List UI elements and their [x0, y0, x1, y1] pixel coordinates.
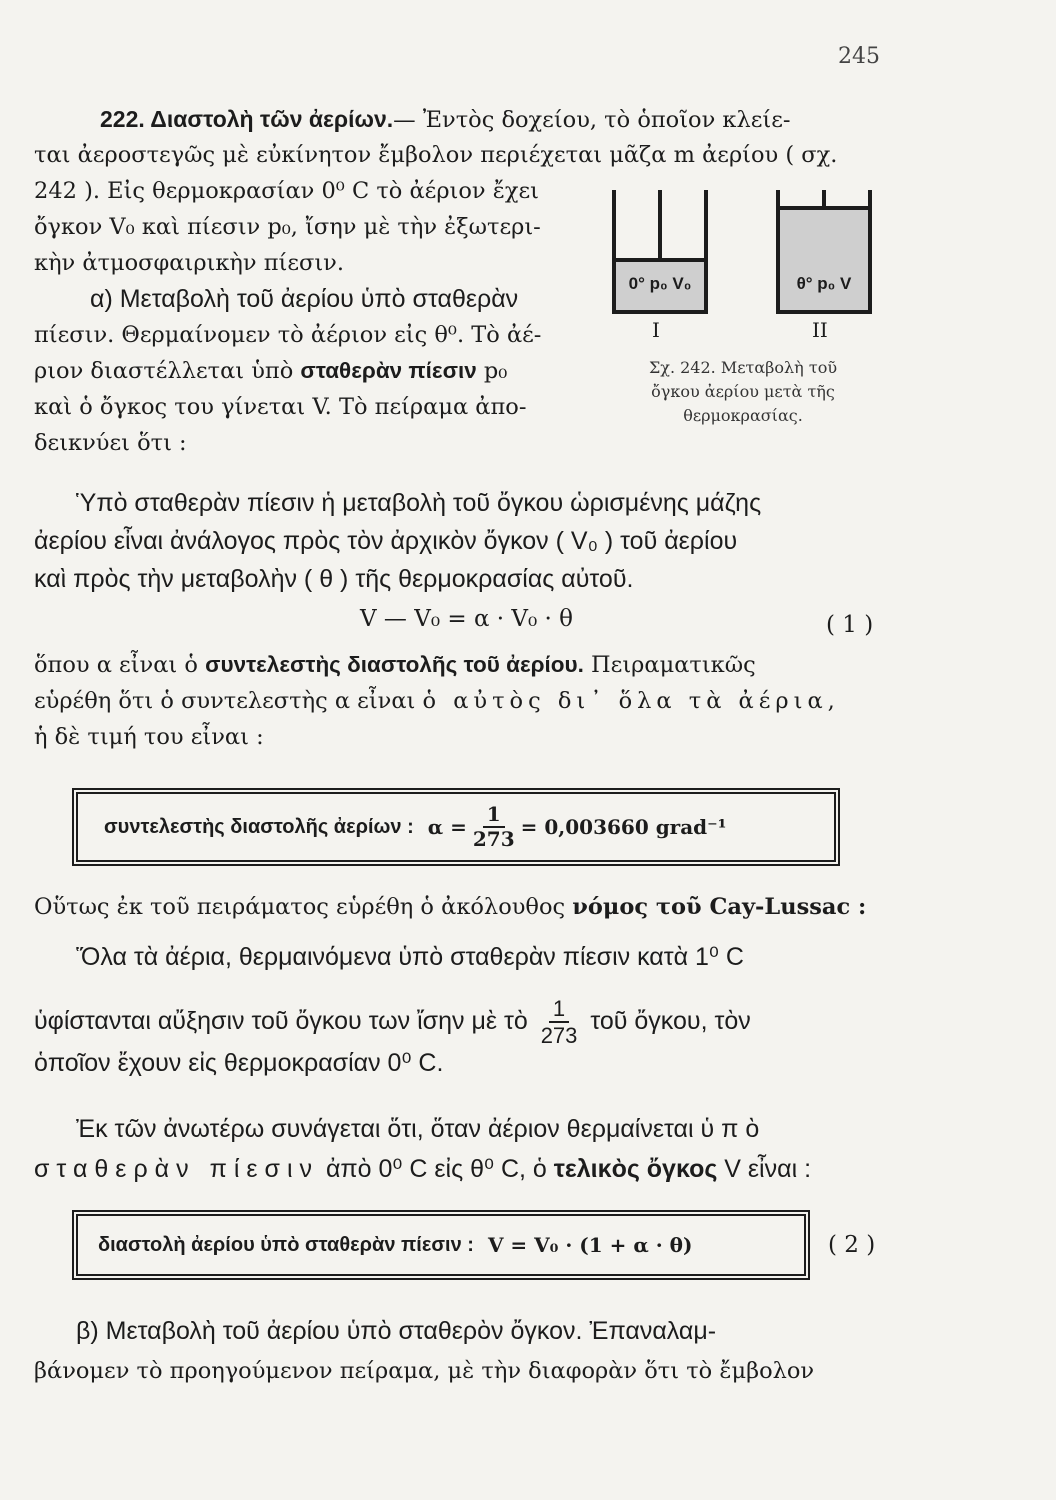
section-a-line-3: ριον διαστέλλεται ὑπὸ σταθερὰν πίεσιν p₀ — [34, 358, 508, 384]
cylinder-i-label: 0° p₀ V₀ — [628, 274, 692, 293]
cylinder-i — [612, 190, 708, 314]
fraction-1-273: $\frac{1}{273}$ — [472, 802, 515, 851]
cylinder-ii-label: θ° p₀ V — [796, 274, 852, 293]
coefficient-term: συντελεστὴς διαστολῆς τοῦ ἀερίου. — [205, 652, 584, 677]
section-a-title: α) Μεταβολὴ τοῦ ἀερίου ὑπὸ σταθερὰν — [90, 285, 519, 313]
coefficient-box — [76, 792, 836, 862]
expansion-formula: V = V₀ · (1 + α · θ) — [487, 1233, 693, 1257]
section-a-line-5: δεικνύει ὅτι : — [34, 430, 187, 456]
section-heading: 222. Διαστολὴ τῶν ἀερίων. — [100, 106, 394, 132]
gas-ii — [780, 208, 868, 310]
equation-2-number: ( 2 ) — [828, 1232, 876, 1258]
piston-rod-ii — [822, 190, 826, 206]
paragraph-222-line-3: 242 ). Εἰς θερμοκρασίαν 0⁰ C τὸ ἀέριον ἔχει — [34, 178, 539, 204]
figure-label-ii: II — [812, 318, 828, 342]
figure-242 — [612, 190, 874, 450]
constant-pressure-bold: σταθερὰν πίεσιν — [300, 358, 477, 383]
same-for-all-gases: ὁ αὐτὸς δι᾽ ὅλα τὰ ἀέρια, — [422, 688, 840, 714]
cay-lussac-intro: Οὕτως ἐκ τοῦ πειράματος εὑρέθη ὁ ἀκόλουθος νόμος τοῦ Cay-Lussac : — [34, 894, 867, 920]
law-line-3: καὶ πρὸς τὴν μεταβολὴν ( θ ) τῆς θερμοκρασίας αὐτοῦ. — [34, 565, 634, 593]
fraction-1-273-inline: $\frac{1}{273}$ — [540, 996, 578, 1049]
cay-lussac-line-3: ὁποῖον ἔχουν εἰς θερμοκρασίαν 0⁰ C. — [34, 1049, 444, 1077]
equation-1: V — V₀ = α · V₀ · θ — [360, 606, 574, 632]
section-a-line-4: καὶ ὁ ὄγκος του γίνεται V. Τὸ πείραμα ἀπο- — [34, 394, 527, 420]
paragraph-222-line-4: ὄγκον V₀ καὶ πίεσιν p₀, ἴσην μὲ τὴν ἐξωτερι- — [34, 214, 541, 240]
figure-caption: Σχ. 242. Μεταβολὴ τοῦ ὄγκου ἀερίου μετὰ τῆς θερμοκρασίας. — [648, 358, 838, 425]
final-volume-line-2: σταθερὰν πίεσιν ἀπὸ 0⁰ C εἰς θ⁰ C, ὁ τελικὸς ὄγκος V εἶναι : — [34, 1155, 812, 1183]
law-line-2: ἀερίου εἶναι ἀνάλογος πρὸς τὸν ἀρχικὸν ὄγκον ( V₀ ) τοῦ ἀερίου — [34, 527, 738, 555]
cay-lussac-line-1: Ὅλα τὰ ἀέρια, θερμαινόμενα ὑπὸ σταθερὰν πίεσιν κατὰ 1⁰ C — [76, 943, 744, 971]
section-b-line-2: βάνομεν τὸ προηγούμενον πείραμα, μὲ τὴν διαφορὰν ὅτι τὸ ἔμβολον — [34, 1358, 815, 1384]
page-number: 245 — [838, 44, 880, 69]
law-line-1: Ὑπὸ σταθερὰν πίεσιν ἡ μεταβολὴ τοῦ ὄγκου ὡρισμένης μάζης — [76, 489, 762, 517]
piston-ii — [780, 206, 868, 210]
section-b-title: β) Μεταβολὴ τοῦ ἀερίου ὑπὸ σταθερὸν ὄγκον. Ἐπαναλαμ- — [76, 1317, 717, 1345]
coefficient-box-label: συντελεστὴς διαστολῆς ἀερίων : — [104, 815, 414, 838]
coefficient-line-1: ὅπου α εἶναι ὁ συντελεστὴς διαστολῆς τοῦ ἀερίου. Πειραματικῶς — [34, 652, 756, 678]
final-volume-term: τελικὸς ὄγκος — [553, 1155, 718, 1183]
cay-lussac-line-2: ὑφίστανται αὔξησιν τοῦ ὄγκου των ἴσην μὲ τὸ $\frac{1}{273}$ τοῦ ὄγκου, τὸν — [34, 996, 751, 1049]
paragraph-222-line-5: κὴν ἀτμοσφαιρικὴν πίεσιν. — [34, 250, 345, 276]
cylinder-ii — [776, 190, 872, 314]
piston-rod-i — [658, 190, 662, 258]
coefficient-line-3: ἡ δὲ τιμή του εἶναι : — [34, 724, 264, 750]
expansion-box-label: διαστολὴ ἀερίου ὑπὸ σταθερὰν πίεσιν : — [98, 1233, 474, 1256]
paragraph-222-line-2: ται ἀεροστεγῶς μὲ εὐκίνητον ἔμβολον περιέχεται μᾶζα m ἀερίου ( σχ. — [34, 142, 838, 168]
final-volume-line-1: Ἐκ τῶν ἀνωτέρω συνάγεται ὅτι, ὅταν ἀέριον θερμαίνεται ὑπὸ — [76, 1115, 767, 1143]
figure-label-i: I — [652, 318, 660, 342]
expansion-formula-box — [76, 1214, 806, 1276]
paragraph-222-line-1: 222. Διαστολὴ τῶν ἀερίων.— Ἐντὸς δοχείου, τὸ ὁποῖον κλείε- — [100, 106, 791, 133]
coefficient-value: = 0,003660 grad⁻¹ — [520, 815, 727, 839]
piston-i — [616, 258, 704, 262]
section-a-line-2: πίεσιν. Θερμαίνομεν τὸ ἀέριον εἰς θ⁰. Τὸ ἀέ- — [34, 322, 542, 348]
alpha-symbol: α = — [427, 815, 467, 839]
cay-lussac-law-name: νόμος τοῦ Cay-Lussac : — [572, 894, 867, 920]
equation-1-number: ( 1 ) — [826, 612, 874, 638]
coefficient-line-2: εὑρέθη ὅτι ὁ συντελεστὴς α εἶναι ὁ αὐτὸς δι᾽ ὅλα τὰ ἀέρια, — [34, 688, 840, 714]
